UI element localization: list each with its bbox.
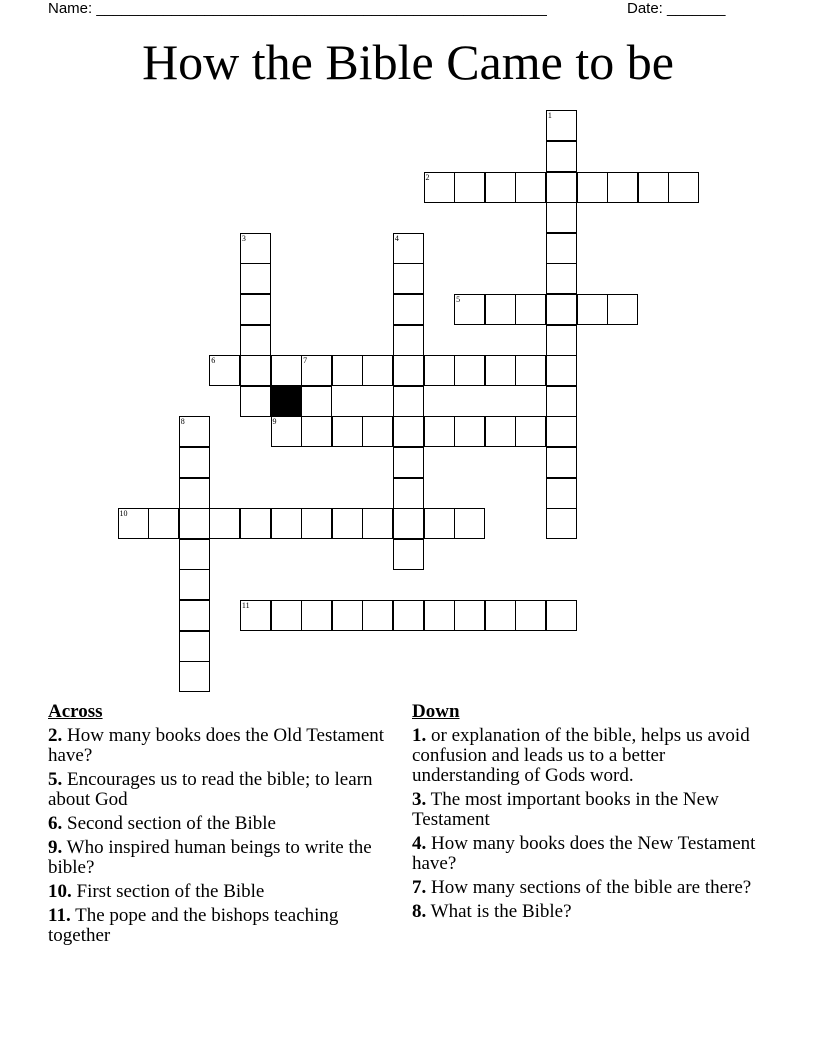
down-clue: [412, 834, 762, 874]
crossword-cell[interactable]: [546, 478, 577, 509]
crossword-cell[interactable]: [393, 478, 424, 509]
crossword-cell[interactable]: [454, 416, 485, 447]
page-title: How the Bible Came to be: [142, 34, 674, 90]
crossword-cell[interactable]: [454, 508, 485, 539]
crossword-cell[interactable]: [454, 600, 485, 631]
crossword-cell[interactable]: [179, 661, 210, 692]
clue-number: 9.: [48, 837, 63, 858]
crossword-cell[interactable]: [179, 478, 210, 509]
crossword-cell[interactable]: [332, 355, 363, 386]
crossword-cell[interactable]: [393, 386, 424, 417]
crossword-cell[interactable]: [424, 172, 455, 203]
clue-text: Encourages us to read the bible; to learn about God: [48, 769, 373, 810]
clue-number: 2.: [48, 725, 63, 746]
crossword-cell[interactable]: [668, 172, 699, 203]
crossword-cell[interactable]: [240, 508, 271, 539]
clue-text: Who inspired human beings to write the bible?: [48, 837, 372, 878]
crossword-cell[interactable]: [362, 416, 393, 447]
crossword-cell[interactable]: [424, 600, 455, 631]
crossword-cell[interactable]: [148, 508, 179, 539]
clue-text: How many books does the Old Testament have?: [48, 725, 385, 766]
crossword-cell[interactable]: [546, 141, 577, 172]
crossword-cell[interactable]: [546, 263, 577, 294]
clue-number-label: 2: [425, 172, 430, 182]
crossword-cell[interactable]: [301, 508, 332, 539]
down-clues: [412, 702, 762, 926]
crossword-cell[interactable]: [515, 294, 546, 325]
crossword-cell[interactable]: [332, 416, 363, 447]
crossword-cell[interactable]: [546, 172, 577, 203]
name-field-label[interactable]: Name: ______________________________________________________: [48, 0, 547, 17]
across-clue: [48, 906, 388, 946]
crossword-cell[interactable]: [424, 508, 455, 539]
clue-number-label: 6: [211, 356, 216, 366]
clue-number-label: 7: [303, 356, 308, 366]
crossword-cell[interactable]: [638, 172, 669, 203]
crossword-cell[interactable]: [209, 508, 240, 539]
crossword-cell[interactable]: [515, 355, 546, 386]
crossword-cell[interactable]: [577, 294, 608, 325]
crossword-cell[interactable]: [546, 355, 577, 386]
across-heading: Across: [48, 701, 103, 722]
across-clue: [48, 838, 388, 878]
crossword-cell[interactable]: [546, 202, 577, 233]
clue-number: 11.: [48, 905, 71, 926]
crossword-cell[interactable]: [393, 508, 424, 539]
clue-number: 6.: [48, 813, 63, 834]
clue-number: 5.: [48, 769, 63, 790]
crossword-cell[interactable]: [362, 508, 393, 539]
crossword-cell[interactable]: [179, 447, 210, 478]
crossword-cell[interactable]: [607, 172, 638, 203]
crossword-cell[interactable]: [240, 325, 271, 356]
crossword-cell[interactable]: [301, 355, 332, 386]
clue-number-label: 10: [119, 509, 128, 519]
crossword-cell[interactable]: [240, 294, 271, 325]
clue-text: How many books does the New Testament have?: [412, 833, 756, 874]
crossword-cell[interactable]: [546, 325, 577, 356]
crossword-cell[interactable]: [271, 416, 302, 447]
crossword-cell[interactable]: [393, 600, 424, 631]
crossword-cell[interactable]: [118, 508, 149, 539]
clue-text: How many sections of the bible are there?: [431, 877, 752, 898]
crossword-cell[interactable]: [577, 172, 608, 203]
crossword-cell[interactable]: [546, 508, 577, 539]
crossword-cell[interactable]: [179, 600, 210, 631]
clue-text: Second section of the Bible: [67, 813, 276, 834]
crossword-cell[interactable]: [179, 631, 210, 662]
crossword-cell[interactable]: [485, 294, 516, 325]
crossword-cell[interactable]: [515, 416, 546, 447]
crossword-cell[interactable]: [485, 600, 516, 631]
down-clue: [412, 790, 762, 830]
crossword-cell[interactable]: [424, 416, 455, 447]
clue-text: The pope and the bishops teaching together: [48, 905, 339, 946]
crossword-cell[interactable]: [515, 172, 546, 203]
crossword-cell[interactable]: [393, 539, 424, 570]
clue-number: 4.: [412, 833, 427, 854]
crossword-cell[interactable]: [546, 600, 577, 631]
crossword-cell[interactable]: [209, 355, 240, 386]
across-clue: [48, 726, 388, 766]
crossword-cell[interactable]: [485, 416, 516, 447]
crossword-cell[interactable]: [240, 600, 271, 631]
crossword-cell[interactable]: [546, 386, 577, 417]
crossword-cell[interactable]: [546, 447, 577, 478]
date-field-label[interactable]: Date: _______: [627, 0, 726, 17]
crossword-cell[interactable]: [424, 355, 455, 386]
crossword-cell[interactable]: [332, 600, 363, 631]
clue-number-label: 5: [456, 294, 461, 304]
crossword-cell[interactable]: [393, 233, 424, 264]
crossword-cell[interactable]: [393, 447, 424, 478]
clue-text: What is the Bible?: [430, 901, 572, 922]
crossword-cell[interactable]: [393, 325, 424, 356]
clue-number: 10.: [48, 881, 72, 902]
crossword-cell[interactable]: [546, 294, 577, 325]
clue-number-label: 3: [241, 233, 246, 243]
down-clue: [412, 726, 762, 786]
crossword-black-cell: [271, 386, 302, 417]
down-clue: [412, 902, 762, 922]
clue-number: 1.: [412, 725, 427, 746]
crossword-cell[interactable]: [179, 569, 210, 600]
crossword-cell[interactable]: [546, 416, 577, 447]
crossword-cell[interactable]: [607, 294, 638, 325]
clue-number: 3.: [412, 789, 427, 810]
crossword-cell[interactable]: [454, 355, 485, 386]
clue-text: The most important books in the New Testament: [412, 789, 719, 830]
down-clue: [412, 878, 762, 898]
crossword-cell[interactable]: [546, 233, 577, 264]
crossword-cell[interactable]: [332, 508, 363, 539]
across-clues: [48, 702, 388, 950]
crossword-cell[interactable]: [393, 294, 424, 325]
crossword-cell[interactable]: [485, 172, 516, 203]
crossword-cell[interactable]: [179, 416, 210, 447]
clue-number: 7.: [412, 877, 427, 898]
crossword-cell[interactable]: [179, 508, 210, 539]
clue-text: First section of the Bible: [76, 881, 265, 902]
clue-number-label: 11: [241, 600, 250, 610]
crossword-cell[interactable]: [240, 386, 271, 417]
crossword-cell[interactable]: [393, 263, 424, 294]
across-clue: [48, 770, 388, 810]
across-clue: [48, 814, 388, 834]
crossword-cell[interactable]: [271, 600, 302, 631]
crossword-cell[interactable]: [515, 600, 546, 631]
crossword-cell[interactable]: [301, 600, 332, 631]
crossword-cell[interactable]: [240, 355, 271, 386]
crossword-cell[interactable]: [362, 600, 393, 631]
crossword-cell[interactable]: [179, 539, 210, 570]
clue-text: or explanation of the bible, helps us avoid confusion and leads us to a better understanding of Gods word.: [412, 725, 750, 786]
clue-number-label: 8: [180, 417, 185, 427]
crossword-cell[interactable]: [240, 233, 271, 264]
down-heading: Down: [412, 701, 460, 722]
crossword-cell[interactable]: [240, 263, 271, 294]
clue-number-label: 1: [547, 111, 552, 121]
crossword-cell[interactable]: [301, 386, 332, 417]
crossword-cell[interactable]: [301, 416, 332, 447]
across-clue: [48, 882, 388, 902]
clue-number-label: 4: [394, 233, 399, 243]
crossword-cell[interactable]: [393, 416, 424, 447]
crossword-cell[interactable]: [362, 355, 393, 386]
crossword-cell[interactable]: [454, 172, 485, 203]
crossword-cell[interactable]: [485, 355, 516, 386]
clue-number-label: 9: [272, 417, 277, 427]
crossword-cell[interactable]: [393, 355, 424, 386]
crossword-cell[interactable]: [271, 355, 302, 386]
clue-number: 8.: [412, 901, 427, 922]
crossword-cell[interactable]: [271, 508, 302, 539]
crossword-cell[interactable]: [454, 294, 485, 325]
crossword-cell[interactable]: [546, 110, 577, 141]
